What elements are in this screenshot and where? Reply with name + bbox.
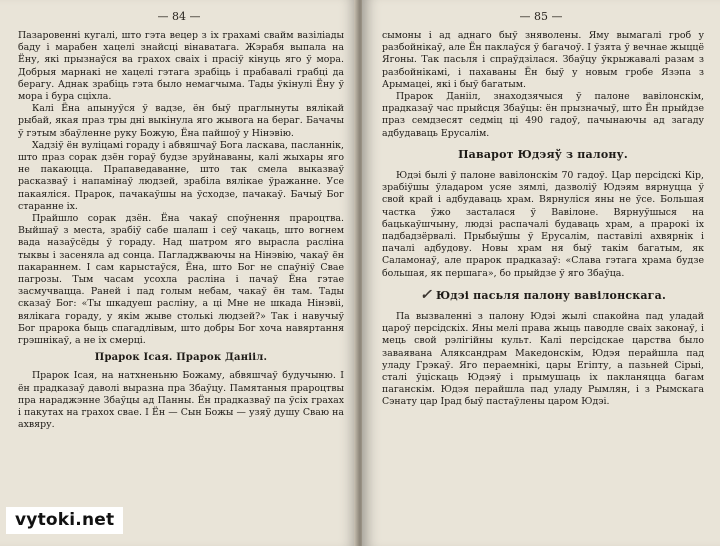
left-page-text: [18, 30, 344, 432]
paragraph: Хадзіў ён вуліцамі гораду і абвяшчаў Бога ласкава, пасланнік, што праз сорак дзён гораў будзе зруйнаваны, калі жыхары яго не пакаюцца. Прапаведаванне, што так смела выказваў расказваў і напамінаў людзей, зрабіла вялікае ўражанне. Усе пакаяліся. Прарок, пачакаўшы на ўсходзе, пачакаў. Бачыў Бог старанне іх.: [18, 139, 344, 212]
site-watermark: vytoki.net: [6, 507, 123, 534]
paragraph: Пазаровенні кугалі, што гэта вецер з іх грахамі свайм вазіліады баду і марабен хацелі знайсці вінаватага. Жэрабя выпала на Ёну, які прызнаўся ва грахох сваіх і прасіў кінуць яго ў мора. Добрыя марнакі не хацелі гэтага зрабіць і прабавалі грабці да берагу. Аднак зрабіць гэта было немагчыма. Тады ўкінулі Ёну ў мора і бура сціхла.: [18, 30, 344, 103]
right-page-text: [382, 30, 704, 409]
paragraph: Юдэі былі ў палоне вавілонскім 70 гадоў. Цар персідскі Кір, зрабіўшы ўладаром усяе зямлі, дазволіў Юдэям вярнуцца ў свой край і адбудаваць храм. Вярнуліся яны не ўсе. Большая частка ўжо засталася ў Вавілоне. Вярнуўшыся на бацькаўшчыну, людзі распачалі будаваць храм, а прарокі іх падбадзёрвалі. Прыбыўшы ў Ерусалім, паставілі ахвярнік і пачалі адбудову. Новы храм ня быў такім багатым, як Саламонаў, але прарок прадказаў: «Слава гэтага храма будзе большая, як першага», бо прыйдзе ў яго Збаўца.: [382, 170, 704, 279]
paragraph: Па вызваленні з палону Юдэі жылі спакойна пад уладай цароў персідскіх. Яны мелі права жыць паводле сваіх законаў, і мець свой рэлігійны культ. Калі персідскае царства было заваявана Аляксандрам Македонскім, Юдэя перайшла пад уладу Грэкаў. Яго пераемнікі, цары Егіпту, а пазьней Сірыі, сталі ўціскаць Юдэяў і прымушаць іх пакланяцца багам паганскім. Юдэя перайшла пад уладу Рымлян, і з Рымскага Сэнату цар Ірад быў пастаўлены царом Юдэі.: [382, 311, 704, 408]
right-page: [362, 0, 720, 546]
page-number-left: — 84 —: [157, 10, 201, 23]
paragraph: Прайшло сорак дзён. Ёна чакаў споўнення прароцтва. Выйшаў з места, зрабіў сабе шалаш і сеў чакаць, што вогнем вада назаўсёды ў гораду. Над шатром яго вырасла расліна тыквы і засеняла ад сонца. Пагладжваючы на Нінэвію, чакаў ён пакараннем. І сам карыстаўся, Ёна, што Бог не спаўніў Свае пагрозы. Тым часам усохла расліна і пачаў Ёна гэтае засмучвацца. Раней і пад голым небам, чакаў ён там. Тады сказаў Бог: «Ты шкадуеш расліну, а ці Мне не шкада Нінэвіі, вялікага гораду, у якім жыве столькі людзей?» Так і навучыў Бог прарока быць спагадлівым, што добры Бог хоча навяртання грэшнікаў, а не іх смерці.: [18, 213, 344, 347]
paragraph: Прарок Данііл, знаходзячыся ў палоне вавілонскім, прадказаў час прыйсця Збаўцы: ён прызначыў, што Ён прыйдзе праз семдзесят седміц ці 490 гадоў, пачынаючы ад загаду адбудаваць Ерусалім.: [382, 91, 704, 139]
section-heading: Паварот Юдэяў з палону.: [458, 147, 628, 161]
section-heading-text: Юдэі пасьля палону вавілонскага.: [435, 288, 666, 302]
paragraph: сымоны і ад аднаго быў зняволены. Яму вымагалі гроб у разбойнікаў, але Ён паклаўся ў багачоў. І ўзята ў вечнае жыццё Ягоны. Так пасьля і спраўдзілася. Збаўцу ўкрыжавалі разам з разбойнікамі, і пахаваны Ён быў у новым гробе Язэпа з Арымацеі, які і быў багатым.: [382, 30, 704, 90]
handwritten-mark-icon: ✓: [420, 286, 432, 303]
left-page: [0, 0, 358, 546]
page-number-right: — 85 —: [519, 10, 563, 23]
section-heading: Прарок Ісая. Прарок Данііл.: [94, 352, 268, 364]
section-heading: [382, 286, 704, 303]
paragraph: Калі Ёна апынуўся ў вадзе, ён быў праглынуты вялікай рыбай, якая праз тры дні выкінула яго жывога на бераг. Бачачы ў гэтым збаўленне руку Божую, Ёна пайшоў у Нінэвію.: [18, 103, 344, 139]
paragraph: Прарок Ісая, на натхненьню Божаму, абвяшчаў будучыню. І ён прадказаў даволі выразна пра Збаўцу. Памятаныя прароцтвы пра нараджэнне Збаўцы ад Панны. Ён прадказваў па ўсіх грахах і пакутах на грахох свае. І Ён — Сын Божы — узяў душу Сваю на ахвяру.: [18, 370, 344, 431]
